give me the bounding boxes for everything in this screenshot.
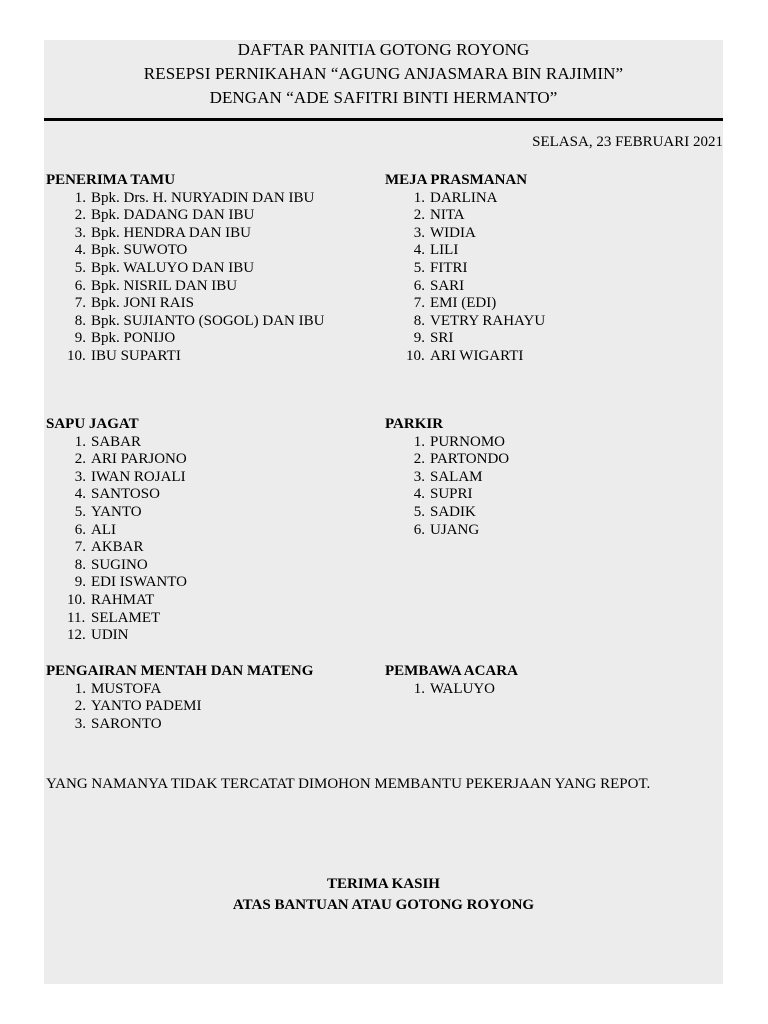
section-heading: MEJA PRASMANAN [385,172,528,188]
item-name: ARI PARJONO [91,451,187,468]
item-number: 12. [67,627,86,644]
list-item [46,681,376,699]
item-number: 1. [74,680,86,697]
item-name: SANTOSO [91,486,160,503]
item-name: SARONTO [91,715,162,732]
list-item [46,451,376,469]
list-item [46,242,376,260]
item-name: SADIK [430,503,476,520]
item-number: 7. [413,295,425,312]
list-item [385,207,715,225]
item-number: 1. [413,680,425,697]
name-list [46,681,376,734]
list-item [385,295,715,313]
section-sapu-jagat [46,416,376,645]
list-item [385,434,715,452]
item-number: 2. [74,451,86,468]
item-name: Bpk. SUWOTO [91,242,188,259]
item-number: 4. [74,486,86,503]
list-item [46,434,376,452]
list-item [46,348,376,366]
item-name: VETRY RAHAYU [430,312,546,329]
item-number: 9. [413,330,425,347]
item-name: Bpk. Drs. H. NURYADIN DAN IBU [91,189,315,206]
item-number: 7. [74,295,86,312]
item-number: 6. [413,521,425,538]
item-name: IBU SUPARTI [91,347,181,364]
name-list [385,190,715,366]
name-list [385,681,715,699]
item-name: UDIN [91,627,129,644]
item-name: Bpk. DADANG DAN IBU [91,207,255,224]
item-number: 7. [74,539,86,556]
item-number: 8. [413,312,425,329]
list-item [46,330,376,348]
item-number: 1. [74,433,86,450]
list-item [46,469,376,487]
list-item [46,207,376,225]
closing-message: ATAS BANTUAN ATAU GOTONG ROYONG [232,897,535,913]
item-number: 4. [74,242,86,259]
list-item [385,313,715,331]
list-item [385,504,715,522]
list-item [385,681,715,699]
item-number: 6. [74,521,86,538]
document-subtitle-couple: DENGAN “ADE SAFITRI BINTI HERMANTO” [209,88,558,107]
list-item [46,225,376,243]
item-name: SRI [430,330,454,347]
list-item [46,260,376,278]
list-item [46,627,376,645]
item-name: Bpk. HENDRA DAN IBU [91,224,252,241]
item-number: 1. [74,189,86,206]
item-name: DARLINA [430,189,498,206]
item-number: 10. [67,347,86,364]
item-name: EDI ISWANTO [91,574,187,591]
list-item [46,539,376,557]
item-number: 4. [413,486,425,503]
closing-thanks: TERIMA KASIH [327,876,440,892]
document-page [44,40,723,984]
item-number: 10. [406,347,425,364]
list-item [385,522,715,540]
item-number: 4. [413,242,425,259]
item-name: SABAR [91,433,142,450]
list-item [46,592,376,610]
item-name: PARTONDO [430,451,510,468]
list-item [46,190,376,208]
item-name: LILI [430,242,459,259]
item-number: 5. [74,503,86,520]
list-item [385,242,715,260]
item-number: 3. [74,715,86,732]
section-heading: SAPU JAGAT [46,416,139,432]
section-heading: PEMBAWA ACARA [385,663,518,679]
list-item [385,469,715,487]
section-meja-prasmanan [385,172,715,366]
item-name: SUGINO [91,556,148,573]
list-item [46,610,376,628]
item-number: 3. [74,224,86,241]
list-item [385,225,715,243]
section-pengairan [46,663,376,733]
event-date: SELASA, 23 FEBRUARI 2021 [532,134,723,150]
list-item [385,190,715,208]
item-number: 3. [74,468,86,485]
document-title: DAFTAR PANITIA GOTONG ROYONG [237,40,530,59]
list-item [46,522,376,540]
item-name: RAHMAT [91,591,155,608]
name-list [46,434,376,645]
item-number: 10. [67,591,86,608]
item-number: 1. [413,189,425,206]
item-number: 6. [74,277,86,294]
item-name: SARI [430,277,465,294]
item-number: 9. [74,330,86,347]
list-item [385,486,715,504]
item-number: 5. [413,503,425,520]
item-number: 9. [74,574,86,591]
item-name: NITA [430,207,465,224]
item-name: Bpk. SUJIANTO (SOGOL) DAN IBU [91,312,325,329]
item-name: SALAM [430,468,483,485]
item-number: 8. [74,556,86,573]
section-heading: PARKIR [385,416,444,432]
item-number: 5. [74,259,86,276]
item-name: Bpk. NISRIL DAN IBU [91,277,238,294]
item-name: Bpk. PONIJO [91,330,176,347]
item-name: SELAMET [91,609,161,626]
item-number: 2. [74,207,86,224]
item-name: AKBAR [91,539,144,556]
list-item [46,574,376,592]
item-name: FITRI [430,259,468,276]
item-name: PURNOMO [430,433,506,450]
item-name: YANTO PADEMI [91,698,202,715]
item-number: 11. [67,609,86,626]
item-name: UJANG [430,521,480,538]
header-divider [44,118,723,121]
document-subtitle: RESEPSI PERNIKAHAN “AGUNG ANJASMARA BIN RAJIMIN” [143,64,624,83]
item-name: Bpk. WALUYO DAN IBU [91,259,255,276]
item-number: 8. [74,312,86,329]
list-item [46,557,376,575]
item-name: MUSTOFA [91,680,162,697]
list-item [46,295,376,313]
section-heading: PENERIMA TAMU [46,172,176,188]
list-item [385,451,715,469]
section-parkir [385,416,715,539]
note-text: YANG NAMANYA TIDAK TERCATAT DIMOHON MEMBANTU PEKERJAAN YANG REPOT. [46,776,651,792]
item-number: 6. [413,277,425,294]
list-item [46,698,376,716]
name-list [46,190,376,366]
section-pembawa-acara [385,663,715,698]
item-name: ARI WIGARTI [430,347,524,364]
list-item [46,716,376,734]
item-name: WIDIA [430,224,476,241]
list-item [46,313,376,331]
list-item [385,348,715,366]
item-number: 5. [413,259,425,276]
item-name: EMI (EDI) [430,295,497,312]
item-number: 2. [74,698,86,715]
list-item [385,278,715,296]
item-name: ALI [91,521,116,538]
item-number: 3. [413,224,425,241]
section-penerima-tamu [46,172,376,366]
list-item [46,278,376,296]
name-list [385,434,715,540]
section-heading: PENGAIRAN MENTAH DAN MATENG [46,663,314,679]
item-number: 3. [413,468,425,485]
list-item [46,504,376,522]
item-number: 2. [413,207,425,224]
item-name: YANTO [91,503,142,520]
item-name: SUPRI [430,486,473,503]
list-item [385,260,715,278]
list-item [46,486,376,504]
item-name: IWAN ROJALI [91,468,186,485]
item-name: WALUYO [430,680,495,697]
item-number: 1. [413,433,425,450]
item-name: Bpk. JONI RAIS [91,295,194,312]
list-item [385,330,715,348]
item-number: 2. [413,451,425,468]
